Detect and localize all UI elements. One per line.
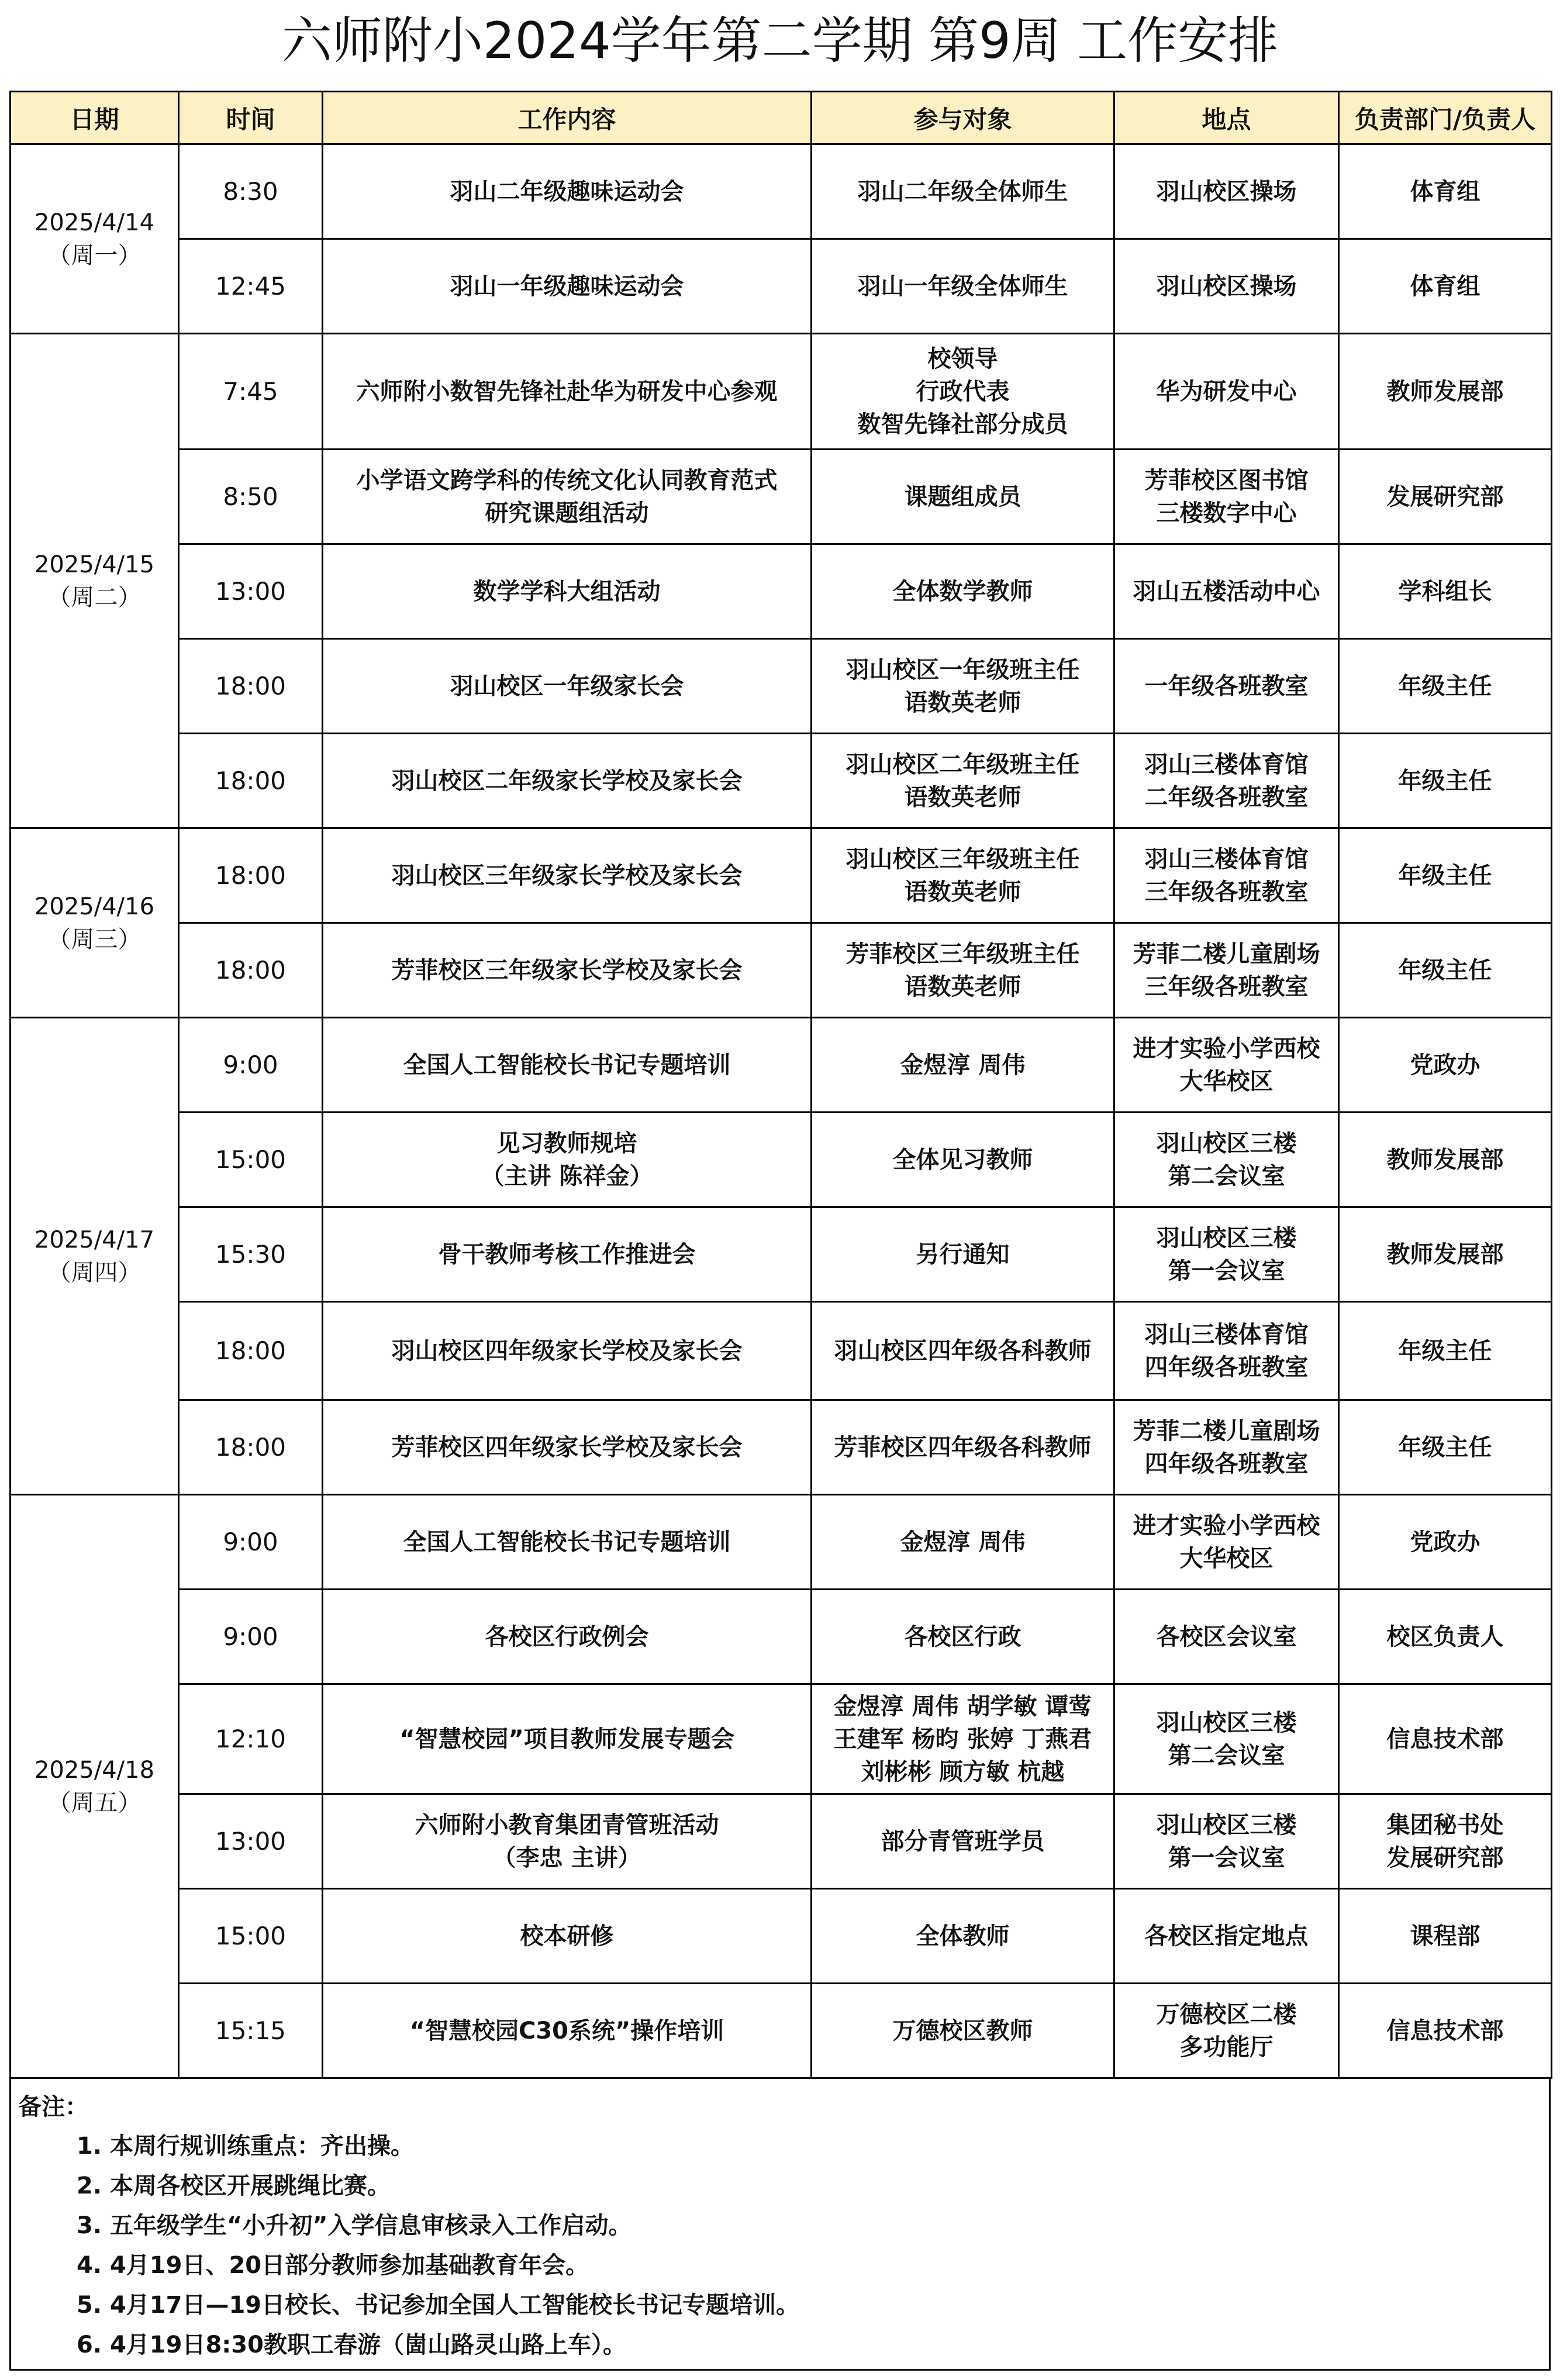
participants-cell: [812, 1590, 1114, 1684]
cell-line: 进才实验小学西校: [1133, 1035, 1320, 1062]
content-cell: [323, 1495, 812, 1590]
notes-section: [9, 2077, 1551, 2371]
table-row: [11, 144, 1552, 239]
cell-line: “智慧校园C30系统”操作培训: [409, 2017, 724, 2044]
time-cell: 18:00: [179, 923, 323, 1018]
date-value: 2025/4/14: [34, 209, 155, 236]
cell-line: 第二会议室: [1168, 1742, 1285, 1769]
content-cell: [323, 450, 812, 544]
cell-line: 各校区行政: [904, 1623, 1021, 1650]
time-cell: 15:30: [179, 1207, 323, 1302]
participants-cell: [812, 1207, 1114, 1302]
table-row: [11, 1302, 1552, 1400]
participants-cell: [812, 450, 1114, 544]
cell-line: 年级主任: [1398, 1433, 1492, 1461]
time-cell: 18:00: [179, 1400, 323, 1495]
time-cell: 9:00: [179, 1590, 323, 1684]
cell-line: 羽山五楼活动中心: [1133, 578, 1320, 605]
time-cell: 18:00: [179, 639, 323, 734]
time-cell: 15:00: [179, 1889, 323, 1984]
cell-line: 芳菲校区四年级家长学校及家长会: [391, 1433, 743, 1461]
cell-line: 羽山一年级趣味运动会: [450, 272, 684, 300]
content-cell: [323, 1590, 812, 1684]
date-cell: [11, 828, 179, 1018]
location-cell: [1114, 1113, 1339, 1207]
cell-line: 大华校区: [1179, 1545, 1273, 1572]
table-row: [11, 334, 1552, 450]
cell-line: 语数英老师: [904, 783, 1021, 811]
schedule-table: [9, 91, 1552, 2079]
participants-cell: [812, 1113, 1114, 1207]
header-department: 负责部门/负责人: [1339, 92, 1552, 144]
cell-line: 羽山校区操场: [1156, 178, 1297, 205]
cell-line: 校本研修: [520, 1922, 614, 1950]
department-cell: [1339, 144, 1552, 239]
cell-line: 羽山校区三楼: [1156, 1129, 1297, 1157]
cell-line: 全体教师: [916, 1922, 1010, 1950]
table-row: [11, 1113, 1552, 1207]
department-cell: [1339, 1113, 1552, 1207]
content-cell: [323, 1794, 812, 1889]
content-cell: [323, 734, 812, 828]
cell-line: 四年级各班教室: [1144, 1353, 1309, 1381]
department-cell: [1339, 1794, 1552, 1889]
location-cell: [1114, 1889, 1339, 1984]
content-cell: [323, 544, 812, 639]
note-item: 6. 4月19日8:30教职工春游（崮山路灵山路上车）。: [77, 2331, 626, 2358]
cell-line: 另行通知: [916, 1241, 1010, 1268]
note-item: 5. 4月17日—19日校长、书记参加全国人工智能校长书记专题培训。: [77, 2292, 800, 2319]
cell-line: 年级主任: [1398, 956, 1492, 984]
cell-line: 信息技术部: [1386, 1725, 1504, 1753]
cell-line: 行政代表: [916, 378, 1010, 405]
cell-line: 各校区会议室: [1156, 1623, 1297, 1650]
time-cell: 18:00: [179, 1302, 323, 1400]
time-cell: 12:10: [179, 1684, 323, 1794]
cell-line: 羽山校区三年级家长学校及家长会: [391, 862, 743, 889]
cell-line: 研究课题组活动: [485, 499, 649, 527]
cell-line: 语数英老师: [904, 689, 1021, 716]
note-item: 3. 五年级学生“小升初”入学信息审核录入工作启动。: [77, 2212, 632, 2239]
cell-line: 羽山三楼体育馆: [1144, 1321, 1309, 1348]
department-cell: [1339, 239, 1552, 334]
department-cell: [1339, 334, 1552, 450]
cell-line: 羽山二年级趣味运动会: [450, 178, 684, 205]
content-cell: [323, 639, 812, 734]
cell-line: 年级主任: [1398, 767, 1492, 795]
department-cell: [1339, 1207, 1552, 1302]
participants-cell: [812, 334, 1114, 450]
cell-line: 羽山校区三楼: [1156, 1709, 1297, 1736]
cell-line: 羽山校区三楼: [1156, 1811, 1297, 1839]
cell-line: 全国人工智能校长书记专题培训: [403, 1051, 731, 1079]
location-cell: [1114, 1794, 1339, 1889]
cell-line: 年级主任: [1398, 672, 1492, 700]
cell-line: 羽山校区一年级家长会: [450, 672, 684, 700]
cell-line: 三年级各班教室: [1144, 878, 1309, 906]
cell-line: 全国人工智能校长书记专题培训: [403, 1528, 731, 1556]
cell-line: 四年级各班教室: [1144, 1450, 1309, 1477]
location-cell: [1114, 923, 1339, 1018]
cell-line: 芳菲校区四年级各科教师: [834, 1433, 1092, 1461]
header-participants: 参与对象: [812, 92, 1114, 144]
department-cell: [1339, 923, 1552, 1018]
location-cell: [1114, 1400, 1339, 1495]
cell-line: 金煜淳 周伟: [900, 1528, 1026, 1556]
cell-line: 集团秘书处: [1386, 1811, 1504, 1839]
department-cell: [1339, 828, 1552, 923]
cell-line: 刘彬彬 顾方敏 杭越: [861, 1758, 1065, 1785]
content-cell: [323, 1984, 812, 2078]
cell-line: 教师发展部: [1386, 378, 1504, 405]
time-cell: 13:00: [179, 544, 323, 639]
location-cell: [1114, 734, 1339, 828]
cell-line: 羽山校区三年级班主任: [845, 845, 1080, 873]
content-cell: [323, 923, 812, 1018]
time-cell: 9:00: [179, 1018, 323, 1113]
time-cell: 12:45: [179, 239, 323, 334]
table-row: [11, 828, 1552, 923]
participants-cell: [812, 639, 1114, 734]
cell-line: 学科组长: [1398, 578, 1492, 605]
content-cell: [323, 1302, 812, 1400]
cell-line: 金煜淳 周伟: [900, 1051, 1026, 1079]
department-cell: [1339, 1984, 1552, 2078]
note-item: 4. 4月19日、20日部分教师参加基础教育年会。: [77, 2252, 589, 2279]
time-cell: 15:00: [179, 1113, 323, 1207]
cell-line: 芳菲校区三年级家长学校及家长会: [391, 956, 743, 984]
cell-line: 羽山校区操场: [1156, 272, 1297, 300]
cell-line: 羽山三楼体育馆: [1144, 751, 1309, 778]
weekday-label: （周四）: [47, 1259, 141, 1286]
table-row: [11, 1018, 1552, 1113]
table-row: [11, 1590, 1552, 1684]
cell-line: 党政办: [1410, 1528, 1480, 1556]
weekday-label: （周五）: [47, 1789, 141, 1816]
table-row: [11, 1684, 1552, 1794]
cell-line: 语数英老师: [904, 973, 1021, 1000]
cell-line: 各校区指定地点: [1144, 1922, 1309, 1950]
cell-line: 数智先锋社部分成员: [857, 410, 1068, 438]
location-cell: [1114, 450, 1339, 544]
time-cell: 15:15: [179, 1984, 323, 2078]
cell-line: 教师发展部: [1386, 1146, 1504, 1173]
date-cell: [11, 334, 179, 828]
location-cell: [1114, 144, 1339, 239]
cell-line: 六师附小数智先锋社赴华为研发中心参观: [356, 378, 778, 405]
date-value: 2025/4/18: [34, 1756, 155, 1784]
cell-line: 第一会议室: [1168, 1844, 1285, 1871]
location-cell: [1114, 1984, 1339, 2078]
note-item: 1. 本周行规训练重点：齐出操。: [77, 2133, 414, 2160]
schedule-body: [11, 144, 1552, 2078]
cell-line: 万德校区二楼: [1156, 2001, 1297, 2028]
date-value: 2025/4/16: [34, 893, 155, 920]
location-cell: [1114, 1495, 1339, 1590]
header-row: [11, 92, 1552, 144]
participants-cell: [812, 544, 1114, 639]
cell-line: 羽山三楼体育馆: [1144, 845, 1309, 873]
cell-line: 芳菲二楼儿童剧场: [1133, 940, 1320, 968]
cell-line: 发展研究部: [1386, 483, 1504, 510]
cell-line: 二年级各班教室: [1144, 783, 1309, 811]
cell-line: 羽山校区四年级家长学校及家长会: [391, 1337, 743, 1365]
cell-line: 全体数学教师: [892, 578, 1033, 605]
location-cell: [1114, 1590, 1339, 1684]
cell-line: （李忠 主讲）: [492, 1844, 641, 1871]
participants-cell: [812, 1889, 1114, 1984]
content-cell: [323, 1207, 812, 1302]
cell-line: 万德校区教师: [892, 2017, 1033, 2044]
table-row: [11, 1495, 1552, 1590]
date-cell: [11, 1495, 179, 2078]
header-content: 工作内容: [323, 92, 812, 144]
cell-line: （主讲 陈祥金）: [481, 1162, 653, 1190]
participants-cell: [812, 1400, 1114, 1495]
time-cell: 8:30: [179, 144, 323, 239]
cell-line: 芳菲二楼儿童剧场: [1133, 1417, 1320, 1445]
department-cell: [1339, 1302, 1552, 1400]
time-cell: 9:00: [179, 1495, 323, 1590]
department-cell: [1339, 1684, 1552, 1794]
location-cell: [1114, 1207, 1339, 1302]
date-cell: [11, 144, 179, 334]
cell-line: 语数英老师: [904, 878, 1021, 906]
cell-line: 王建军 杨昀 张婷 丁燕君: [833, 1725, 1092, 1753]
header-time: 时间: [179, 92, 323, 144]
date-cell: [11, 1018, 179, 1495]
participants-cell: [812, 1684, 1114, 1794]
date-value: 2025/4/15: [34, 551, 155, 578]
table-row: [11, 923, 1552, 1018]
participants-cell: [812, 1018, 1114, 1113]
department-cell: [1339, 1889, 1552, 1984]
cell-line: 三楼数字中心: [1156, 499, 1297, 527]
cell-line: 华为研发中心: [1156, 378, 1297, 405]
cell-line: 年级主任: [1398, 1337, 1492, 1365]
cell-line: 羽山一年级全体师生: [857, 272, 1068, 300]
participants-cell: [812, 1302, 1114, 1400]
table-row: [11, 544, 1552, 639]
cell-line: 校区负责人: [1386, 1623, 1504, 1650]
content-cell: [323, 1400, 812, 1495]
cell-line: 羽山校区二年级家长学校及家长会: [391, 767, 743, 795]
table-row: [11, 1889, 1552, 1984]
cell-line: 发展研究部: [1386, 1844, 1504, 1871]
department-cell: [1339, 1495, 1552, 1590]
department-cell: [1339, 734, 1552, 828]
cell-line: 芳菲校区三年级班主任: [845, 940, 1080, 968]
cell-line: 六师附小教育集团青管班活动: [415, 1811, 719, 1839]
cell-line: 第二会议室: [1168, 1162, 1285, 1190]
cell-line: 数学学科大组活动: [473, 578, 661, 605]
cell-line: 大华校区: [1179, 1068, 1273, 1095]
time-cell: 13:00: [179, 1794, 323, 1889]
location-cell: [1114, 1684, 1339, 1794]
participants-cell: [812, 1495, 1114, 1590]
cell-line: 部分青管班学员: [881, 1828, 1045, 1855]
content-cell: [323, 144, 812, 239]
table-row: [11, 1794, 1552, 1889]
content-cell: [323, 1018, 812, 1113]
cell-line: 小学语文跨学科的传统文化认同教育范式: [356, 467, 778, 494]
table-row: [11, 450, 1552, 544]
date-value: 2025/4/17: [34, 1226, 155, 1253]
cell-line: 羽山校区四年级各科教师: [834, 1337, 1092, 1365]
cell-line: 进才实验小学西校: [1133, 1512, 1320, 1539]
cell-line: 羽山二年级全体师生: [857, 178, 1068, 205]
content-cell: [323, 334, 812, 450]
time-cell: 18:00: [179, 828, 323, 923]
weekday-label: （周三）: [47, 925, 141, 953]
header-location: 地点: [1114, 92, 1339, 144]
cell-line: 芳菲校区图书馆: [1144, 467, 1309, 494]
content-cell: [323, 1889, 812, 1984]
content-cell: [323, 1684, 812, 1794]
participants-cell: [812, 734, 1114, 828]
cell-line: 金煜淳 周伟 胡学敏 谭莺: [833, 1692, 1092, 1720]
table-row: [11, 1984, 1552, 2078]
cell-line: 校领导: [927, 345, 998, 372]
location-cell: [1114, 639, 1339, 734]
cell-line: 羽山校区三楼: [1156, 1224, 1297, 1252]
location-cell: [1114, 828, 1339, 923]
note-item: 2. 本周各校区开展跳绳比赛。: [77, 2172, 391, 2199]
cell-line: 一年级各班教室: [1144, 672, 1309, 700]
cell-line: 多功能厅: [1179, 2033, 1273, 2061]
cell-line: 课程部: [1410, 1922, 1480, 1950]
cell-line: 羽山校区一年级班主任: [845, 656, 1080, 683]
department-cell: [1339, 1018, 1552, 1113]
location-cell: [1114, 544, 1339, 639]
table-row: [11, 734, 1552, 828]
cell-line: 三年级各班教室: [1144, 973, 1309, 1000]
notes-label: 备注：: [18, 2094, 88, 2120]
cell-line: 见习教师规培: [496, 1129, 637, 1157]
cell-line: 信息技术部: [1386, 2017, 1504, 2044]
location-cell: [1114, 239, 1339, 334]
location-cell: [1114, 334, 1339, 450]
department-cell: [1339, 544, 1552, 639]
content-cell: [323, 1113, 812, 1207]
participants-cell: [812, 923, 1114, 1018]
cell-line: 骨干教师考核工作推进会: [438, 1241, 696, 1268]
location-cell: [1114, 1302, 1339, 1400]
time-cell: 18:00: [179, 734, 323, 828]
location-cell: [1114, 1018, 1339, 1113]
cell-line: 体育组: [1410, 178, 1480, 205]
cell-line: “智慧校园”项目教师发展专题会: [399, 1725, 734, 1753]
cell-line: 全体见习教师: [892, 1146, 1033, 1173]
participants-cell: [812, 239, 1114, 334]
cell-line: 党政办: [1410, 1051, 1480, 1079]
content-cell: [323, 239, 812, 334]
table-row: [11, 639, 1552, 734]
weekday-label: （周一）: [47, 241, 141, 269]
cell-line: 年级主任: [1398, 862, 1492, 889]
participants-cell: [812, 828, 1114, 923]
cell-line: 教师发展部: [1386, 1241, 1504, 1268]
participants-cell: [812, 144, 1114, 239]
cell-line: 课题组成员: [904, 483, 1021, 510]
time-cell: 8:50: [179, 450, 323, 544]
department-cell: [1339, 1400, 1552, 1495]
department-cell: [1339, 1590, 1552, 1684]
cell-line: 羽山校区二年级班主任: [845, 751, 1080, 778]
page-title: 六师附小2024学年第二学期 第9周 工作安排: [281, 12, 1279, 70]
department-cell: [1339, 639, 1552, 734]
weekday-label: （周二）: [47, 583, 141, 611]
table-row: [11, 1207, 1552, 1302]
header-date: 日期: [11, 92, 179, 144]
department-cell: [1339, 450, 1552, 544]
cell-line: 第一会议室: [1168, 1257, 1285, 1284]
time-cell: 7:45: [179, 334, 323, 450]
participants-cell: [812, 1984, 1114, 2078]
content-cell: [323, 828, 812, 923]
cell-line: 体育组: [1410, 272, 1480, 300]
table-row: [11, 1400, 1552, 1495]
participants-cell: [812, 1794, 1114, 1889]
table-row: [11, 239, 1552, 334]
cell-line: 各校区行政例会: [485, 1623, 649, 1650]
